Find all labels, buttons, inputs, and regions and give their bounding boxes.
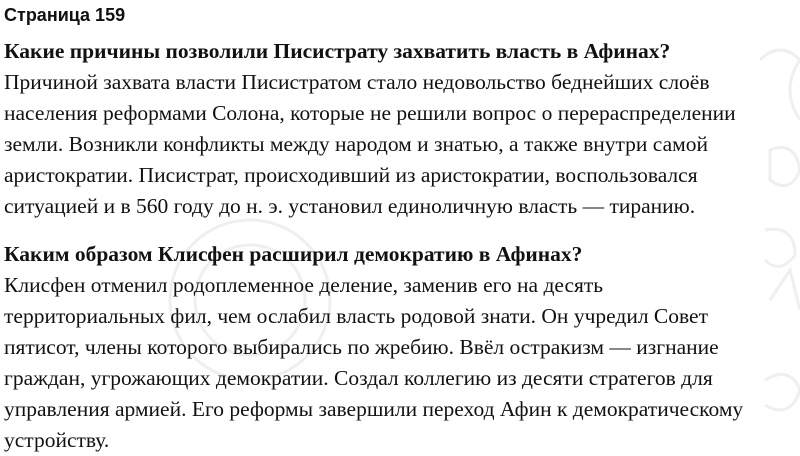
answer-line: территориальных фил, чем ослабил власть родовой знати. Он учредил Совет bbox=[4, 304, 708, 328]
answer-line: Клисфен отменил родоплеменное деление, заменив его на десять bbox=[4, 273, 604, 297]
answer-line: аристократии. Писистрат, происходивший из аристократии, воспользовался bbox=[4, 163, 698, 187]
answer-line: ситуацией и в 560 году до н. э. установил единоличную власть — тиранию. bbox=[4, 194, 696, 218]
answer-line: Причиной захвата власти Писистратом стало недовольство беднейших слоёв bbox=[4, 70, 710, 94]
answer-line: земли. Возникли конфликты между народом и знатью, а также внутри самой bbox=[4, 132, 708, 156]
answer-line: управления армией. Его реформы завершили переход Афин к демократическому bbox=[4, 397, 744, 421]
answer-line: граждан, угрожающих демократии. Создал коллегию из десяти стратегов для bbox=[4, 366, 713, 390]
qa-section-pisistratus bbox=[4, 36, 796, 222]
question-heading: Каким образом Клисфен расширил демократию в Афинах? bbox=[4, 242, 583, 266]
answer-paragraph bbox=[4, 270, 796, 456]
qa-section-cleisthenes bbox=[4, 239, 796, 456]
question-heading: Какие причины позволили Писистрату захватить власть в Афинах? bbox=[4, 39, 671, 63]
qa-content bbox=[4, 36, 796, 456]
answer-line: устройству. bbox=[4, 428, 110, 452]
answer-line: пятисот, члены которого выбирались по жребию. Ввёл остракизм — изгнание bbox=[4, 335, 719, 359]
page-number-header: Страница 159 bbox=[4, 5, 126, 25]
answer-line: населения реформами Солона, которые не решили вопрос о перераспределении bbox=[4, 101, 736, 125]
answer-paragraph bbox=[4, 67, 796, 222]
